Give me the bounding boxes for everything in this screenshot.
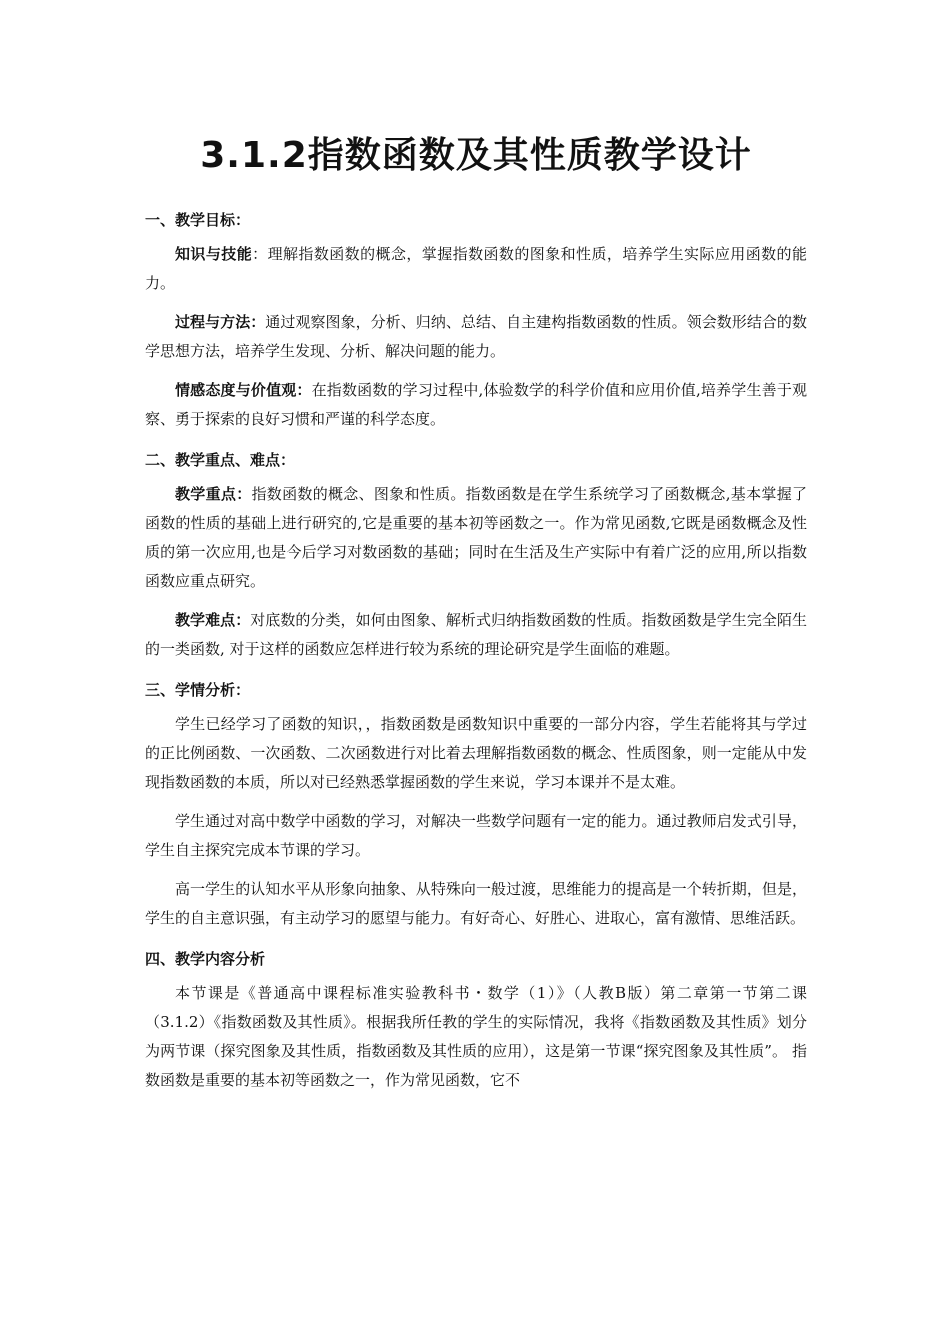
- paragraph-student-analysis-2: 学生通过对高中数学中函数的学习，对解决一些数学问题有一定的能力。通过教师启发式引导，学生自主探究完成本节课的学习。: [145, 812, 807, 859]
- paragraph-text: 在指数函数的学习过程中,体验数学的科学价值和应用价值,培养学生善于观察、勇于探索的良好习惯和严谨的科学态度。: [145, 381, 807, 428]
- paragraph-label: 过程与方法：: [175, 313, 266, 331]
- paragraph-label: 情感态度与价值观：: [175, 381, 312, 399]
- paragraph-text: 理解指数函数的概念，掌握指数函数的图象和性质，培养学生实际应用函数的能力。: [145, 245, 807, 292]
- paragraph-label: 教学重点：: [175, 485, 252, 503]
- paragraph-label: 知识与技能: [175, 245, 253, 263]
- paragraph-text: 指数函数的概念、图象和性质。指数函数是在学生系统学习了函数概念,基本掌握了函数的性质的基础上进行研究的,它是重要的基本初等函数之一。作为常见函数,它既是函数概念及性质的第一次应用,也是今后学习对数函数的基础；同时在生活及生产实际中有着广泛的应用,所以指数函数应重点研究。: [145, 485, 807, 590]
- paragraph-knowledge-skills: [145, 240, 807, 298]
- paragraph-key-point: [145, 480, 807, 596]
- paragraph-difficult-point: [145, 606, 807, 664]
- section-heading-objectives: 一、教学目标：: [145, 211, 251, 229]
- section-heading-student-analysis: 三、学情分析：: [145, 681, 251, 699]
- section-heading-key-points: 二、教学重点、难点：: [145, 451, 296, 469]
- paragraph-colon: ：: [252, 245, 268, 263]
- section-heading-content-analysis: 四、教学内容分析: [145, 950, 266, 968]
- paragraph-content-analysis-1: 本节课是《普通高中课程标准实验教科书・数学（1）》（人教B版）第二章第一节第二课（3.1.2）《指数函数及其性质》。根据我所任教的学生的实际情况，我将《指数函数及其性质》划分为两节课（探究图象及其性质，指数函数及其性质的应用），这是第一节课“探究图象及其性质”。 指数函数是重要的基本初等函数之一，作为常见函数，它不: [145, 984, 807, 1089]
- paragraph-process-method: [145, 308, 807, 366]
- paragraph-student-analysis-1: 学生已经学习了函数的知识，，指数函数是函数知识中重要的一部分内容，学生若能将其与学过的正比例函数、一次函数、二次函数进行对比着去理解指数函数的概念、性质图象，则一定能从中发现指数函数的本质，所以对已经熟悉掌握函数的学生来说，学习本课并不是太难。: [145, 715, 807, 791]
- document-title: 3.1.2指数函数及其性质教学设计: [200, 135, 752, 176]
- paragraph-label: 教学难点：: [175, 611, 251, 629]
- paragraph-attitude-values: [145, 376, 807, 434]
- paragraph-text: 通过观察图象，分析、归纳、总结、自主建构指数函数的性质。领会数形结合的数学思想方法，培养学生发现、分析、解决问题的能力。: [145, 313, 807, 360]
- paragraph-student-analysis-3: 高一学生的认知水平从形象向抽象、从特殊向一般过渡，思维能力的提高是一个转折期，但是，学生的自主意识强，有主动学习的愿望与能力。有好奇心、好胜心、进取心，富有激情、思维活跃。: [145, 880, 807, 927]
- paragraph-text: 对底数的分类，如何由图象、解析式归纳指数函数的性质。指数函数是学生完全陌生的一类函数, 对于这样的函数应怎样进行较为系统的理论研究是学生面临的难题。: [145, 611, 807, 658]
